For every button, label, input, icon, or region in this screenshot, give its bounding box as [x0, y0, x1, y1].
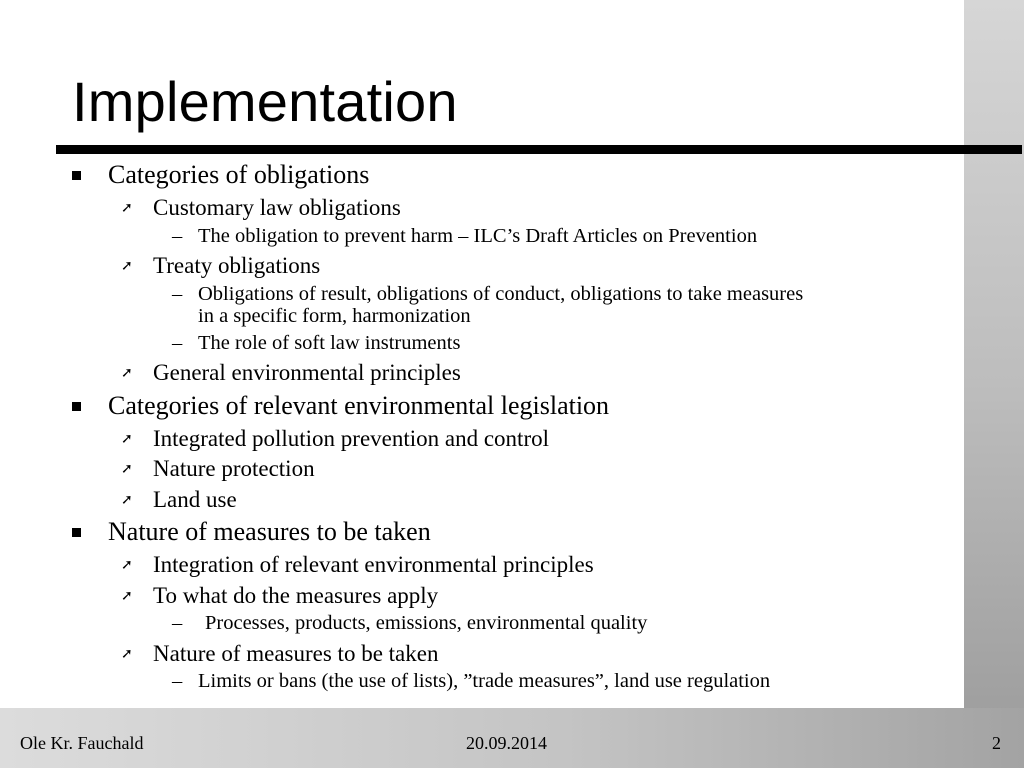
detail-obligations-of-result: Obligations of result, obligations of conduct, obligations to take measures — [198, 283, 804, 305]
arrow-bullet-icon: ➚ — [121, 557, 133, 573]
sub-bullet-nature-of-measures: Nature of measures to be taken — [153, 641, 439, 666]
arrow-bullet-icon: ➚ — [121, 431, 133, 447]
bullet-categories-of-legislation: Categories of relevant environmental legislation — [108, 391, 610, 420]
slide-title: Implementation — [72, 70, 458, 133]
arrow-bullet-icon: ➚ — [121, 588, 133, 604]
arrow-bullet-icon: ➚ — [121, 365, 133, 381]
arrow-bullet-icon: ➚ — [121, 492, 133, 508]
arrow-bullet-icon: ➚ — [121, 258, 133, 274]
dash-bullet-icon: – — [172, 670, 183, 692]
dash-bullet-icon: – — [172, 612, 183, 634]
square-bullet-icon — [72, 171, 81, 180]
detail-soft-law: The role of soft law instruments — [198, 332, 461, 354]
dash-bullet-icon: – — [172, 283, 183, 305]
detail-processes-products: Processes, products, emissions, environmental quality — [205, 612, 648, 634]
sub-bullet-customary-law: Customary law obligations — [153, 195, 401, 220]
sub-bullet-general-principles: General environmental principles — [153, 360, 461, 385]
detail-prevent-harm: The obligation to prevent harm – ILC’s Draft Articles on Prevention — [198, 225, 758, 247]
arrow-bullet-icon: ➚ — [121, 461, 133, 477]
arrow-bullet-icon: ➚ — [121, 646, 133, 662]
sub-bullet-land-use: Land use — [153, 487, 237, 512]
footer-date: 20.09.2014 — [466, 733, 547, 753]
footer-author: Ole Kr. Fauchald — [20, 733, 144, 753]
detail-limits-or-bans: Limits or bans (the use of lists), ”trade measures”, land use regulation — [198, 670, 771, 692]
footer-page-number: 2 — [992, 733, 1001, 753]
bullet-categories-of-obligations: Categories of obligations — [108, 160, 370, 189]
arrow-bullet-icon: ➚ — [121, 200, 133, 216]
sub-bullet-treaty-obligations: Treaty obligations — [153, 253, 321, 278]
bullet-nature-of-measures: Nature of measures to be taken — [108, 517, 431, 546]
square-bullet-icon — [72, 528, 81, 537]
sub-bullet-what-measures-apply: To what do the measures apply — [153, 583, 439, 608]
sub-bullet-ippc: Integrated pollution prevention and control — [153, 426, 549, 451]
right-decorative-band — [964, 0, 1024, 768]
dash-bullet-icon: – — [172, 225, 183, 247]
detail-obligations-of-result-cont: in a specific form, harmonization — [198, 305, 471, 327]
sub-bullet-integration-principles: Integration of relevant environmental principles — [153, 552, 594, 577]
sub-bullet-nature-protection: Nature protection — [153, 456, 315, 481]
dash-bullet-icon: – — [172, 332, 183, 354]
square-bullet-icon — [72, 402, 81, 411]
